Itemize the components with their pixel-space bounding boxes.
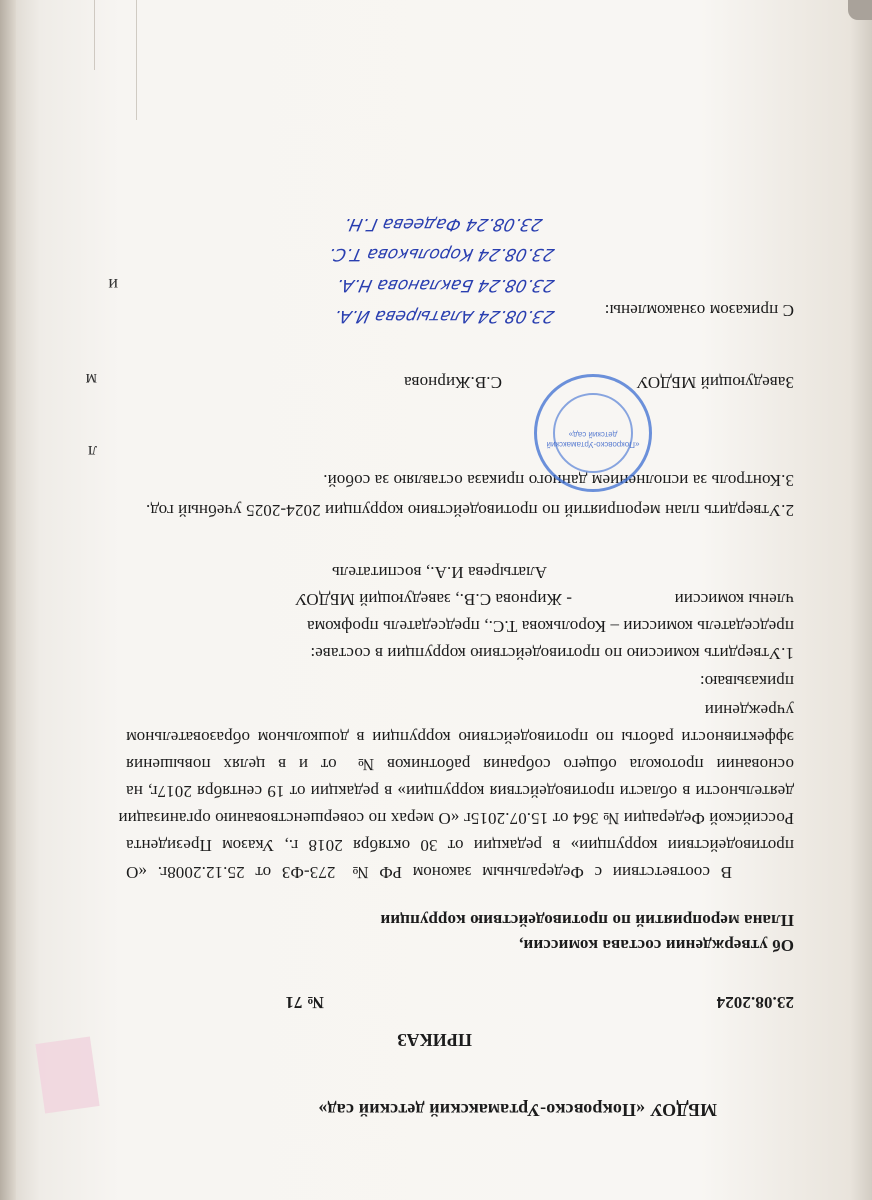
margin-mark-3: л <box>88 442 97 462</box>
document-title: ПРИКАЗ <box>397 1030 472 1050</box>
body-line-5: основании протокола общего собрания работников № от и в целях повышения <box>126 755 794 774</box>
body-line-3: Российской Федерации № 364 от 15.07.2015г «О мерах по совершенствованию организации <box>118 809 794 828</box>
body-line-2: противодействии коррупции» в редакции от 30 октября 2018 г., Указом Президента <box>126 836 794 855</box>
item-1: 1.Утвердить комиссию по противодействию коррупции в составе: <box>310 644 794 663</box>
document-number: № 71 <box>285 993 324 1012</box>
org-name: МБДОУ «Покровско-Уртамакский детский сад» <box>318 1100 717 1120</box>
subject-line-1: Об утверждении состава комиссии, <box>519 936 794 955</box>
signature-1: 23.08.24 Алатырева И.А. <box>332 306 557 326</box>
commission-chair: председатель комиссии – Королькова Т.С., председатель профкома <box>306 617 794 636</box>
document-date: 23.08.2024 <box>716 993 794 1012</box>
body-line-7: учреждении <box>704 701 794 720</box>
margin-mark-1: м <box>85 370 97 390</box>
margin-mark-2: и <box>108 275 118 295</box>
body-line-6: эффективности работы по противодействию коррупции в дошкольном образовательном <box>126 728 794 747</box>
members-label: члены комиссии <box>674 590 794 609</box>
body-line-1: В соответствии с Федеральным законом РФ № 273-ФЗ от 25.12.2008г. «О <box>126 863 732 882</box>
subject-line-2: Плана мероприятий по противодействию коррупции <box>380 911 794 930</box>
acknowledgement-label: С приказом ознакомлены: <box>604 301 794 320</box>
member-1: - Жирнова С.В., заведующий МБДОУ <box>295 590 572 609</box>
member-2: Алатырева И.А., воспитатель <box>331 563 547 582</box>
signature-3: 23.08.24 Королькова Т.С. <box>326 244 557 264</box>
stamp-text: «Покровско-Уртамакский детский сад» <box>546 430 640 449</box>
item-3: 3.Контроль за исполнением данного приказа оставляю за собой. <box>323 471 794 490</box>
signature-4: 23.08.24 Фадеева Г.Н. <box>342 214 545 234</box>
order-word: приказываю: <box>699 672 794 691</box>
signature-2: 23.08.24 Бакланова Н.А. <box>334 275 557 295</box>
item-2: 2.Утвердить план мероприятий по противодействию коррупции 2024-2025 учебный год. <box>145 501 794 520</box>
body-line-4: деятельности в области противодействия коррупции» в редакции от 19 сентября 2017г, на <box>126 782 794 801</box>
head-title: Заведующий МБДОУ <box>636 373 794 392</box>
official-stamp <box>534 374 652 492</box>
head-name: С.В.Жирнова <box>403 373 502 392</box>
